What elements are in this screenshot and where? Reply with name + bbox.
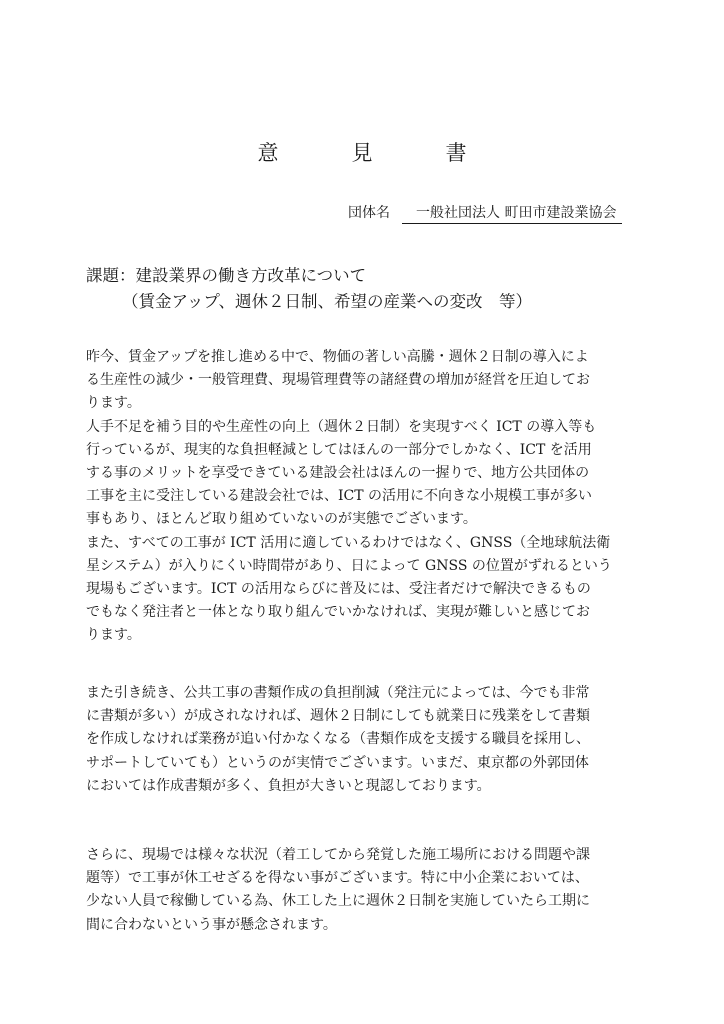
paragraph-line: 事もあり、ほとんど取り組めていないのが実態でございます。: [86, 511, 477, 528]
organization-label: 団体名: [348, 205, 390, 221]
paragraph-line: でもなく発注者と一体となり取り組んでいかなければ、実現が難しいと感じてお: [86, 604, 590, 621]
paragraph-line: する事のメリットを享受できている建設会社はほんの一握りで、地方公共団体の: [86, 464, 590, 481]
paragraph-line: 少ない人員で稼働している為、休工した上に週休２日制を実施していたら工期に: [86, 893, 590, 910]
paragraph-line: さらに、現場では様々な状況（着工してから発覚した施工場所における問題や課: [86, 847, 590, 863]
paragraph-document-burden: [86, 682, 646, 798]
paragraph-line: 現場もございます。ICT の活用ならびに普及には、受注者だけで解決できるもの: [86, 580, 591, 597]
paragraph-line: ります。: [86, 395, 141, 412]
subject-detail: （賃金アップ、週休２日制、希望の産業への変改 等）: [122, 292, 533, 311]
paragraph-line: 星システム）が入りにくい時間帯があり、日によって GNSS の位置がずれるという: [86, 557, 612, 574]
paragraph-line: 行っているが、現実的な負担軽減としてはほんの一部分でしかなく、ICT を活用: [86, 441, 592, 458]
paragraph-line: においては作成書類が多く、負担が大きいと現認しております。: [86, 777, 491, 794]
paragraph-work-suspension: [86, 844, 646, 937]
paragraph-line: また引き続き、公共工事の書類作成の負担削減（発注元によっては、今でも非常: [86, 685, 590, 701]
organization-line: [348, 203, 622, 224]
document-title: 意 見 書: [257, 141, 493, 165]
paragraph-line: 工事を主に受注している建設会社では、ICT の活用に不向きな小規模工事が多い: [86, 488, 593, 505]
paragraph-line: 間に合わないという事が懸念されます。: [86, 916, 337, 933]
paragraph-line: 人手不足を補う目的や生産性の向上（週休２日制）を実現すべく ICT の導入等も: [86, 418, 597, 435]
subject-heading: 課題：建設業界の働き方改革について: [86, 266, 367, 285]
paragraph-line: サポートしていても）というのが実情でございます。いまだ、東京都の外郭団体: [86, 754, 589, 771]
paragraph-line: また、すべての工事が ICT 活用に適しているわけではなく、GNSS（全地球航法衛: [86, 534, 611, 551]
paragraph-line: 昨今、賃金アップを推し進める中で、物価の著しい高騰・週休２日制の導入によ: [86, 349, 589, 365]
paragraph-line: を作成しなければ業務が追い付かなくなる（書類作成を支援する職員を採用し、: [86, 731, 590, 748]
subject-block: [86, 263, 532, 315]
paragraph-line: ります。: [86, 627, 141, 644]
paragraph-line: る生産性の減少・一般管理費、現場管理費等の諸経費の増加が経営を圧迫してお: [86, 372, 590, 389]
organization-name: 一般社団法人 町田市建設業協会: [402, 203, 622, 224]
paragraph-line: に書類が多い）が成されなければ、週休２日制にしても就業日に残業をして書類: [86, 708, 590, 725]
paragraph-line: 題等）で工事が休工せざるを得ない事がございます。特に中小企業においては、: [86, 870, 589, 887]
paragraph-ict-and-costs: [86, 346, 646, 647]
